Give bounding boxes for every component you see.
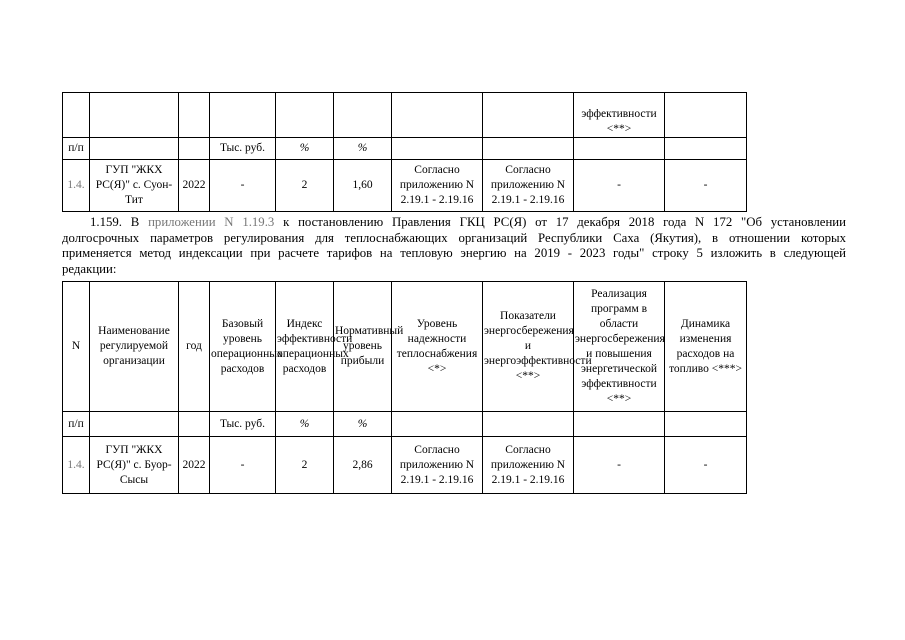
bottom-table-data-row — [63, 437, 747, 494]
header-dynamics: Динамика изменения расходов на топливо <***> — [665, 282, 747, 412]
row-org: ГУП "ЖКХ РС(Я)" с. Буор-Сысы — [90, 437, 179, 494]
top-row-base: - — [210, 160, 276, 212]
row-reliability: Согласно приложению N 2.19.1 - 2.19.16 — [392, 437, 483, 494]
paragraph-line-3: применяется метод индексации при расчете тарифов на тепловую энергию на 2019 - 2023 годы" строку 5 изложить в следующей — [62, 246, 846, 260]
row-programs: - — [574, 437, 665, 494]
top-table-units-row — [63, 138, 747, 160]
row-index: 2 — [276, 437, 334, 494]
top-table-data-row — [63, 160, 747, 212]
top-header-programs-tail: эффективности <**> — [574, 93, 665, 138]
header-year: год — [179, 282, 210, 412]
header-num: N — [63, 282, 90, 412]
top-row-num: 1.4. — [63, 160, 90, 212]
top-row-year: 2022 — [179, 160, 210, 212]
row-year: 2022 — [179, 437, 210, 494]
amendment-paragraph — [62, 215, 846, 277]
top-row-org: ГУП "ЖКХ РС(Я)" с. Суон-Тит — [90, 160, 179, 212]
top-row-reliability: Согласно приложению N 2.19.1 - 2.19.16 — [392, 160, 483, 212]
top-table — [62, 92, 747, 212]
row-profit: 2,86 — [334, 437, 392, 494]
header-index: Индекс эффективности операционных расходов — [276, 282, 334, 412]
units-num: п/п — [63, 412, 90, 437]
header-programs: Реализация программ в области энергосбережения и повышения энергетической эффективности <**> — [574, 282, 665, 412]
bottom-table-units-row — [63, 412, 747, 437]
top-units-index: % — [276, 138, 334, 160]
top-row-programs: - — [574, 160, 665, 212]
header-energy: Показатели энергосбережения и энергоэффективности <**> — [483, 282, 574, 412]
units-profit: % — [334, 412, 392, 437]
top-row-profit: 1,60 — [334, 160, 392, 212]
row-dynamics: - — [665, 437, 747, 494]
header-org: Наименование регулируемой организации — [90, 282, 179, 412]
paragraph-line-1: 1.159. В приложении N 1.19.3 к постановлению Правления ГКЦ РС(Я) от 17 декабря 2018 года N 172 "Об установлении — [90, 215, 846, 229]
top-units-base: Тыс. руб. — [210, 138, 276, 160]
top-row-energy: Согласно приложению N 2.19.1 - 2.19.16 — [483, 160, 574, 212]
header-reliability: Уровень надежности теплоснабжения <*> — [392, 282, 483, 412]
appendix-link[interactable]: приложении N 1.19.3 — [148, 215, 275, 229]
header-profit: Нормативный уровень прибыли — [334, 282, 392, 412]
top-table-header-row — [63, 93, 747, 138]
bottom-table-header-row — [63, 282, 747, 412]
paragraph-line-2: долгосрочных параметров регулирования для теплоснабжающих организаций Республики Саха (Якутия), в отношении которых — [62, 230, 846, 245]
units-index: % — [276, 412, 334, 437]
paragraph-line-4: редакции: — [62, 261, 117, 276]
top-row-index: 2 — [276, 160, 334, 212]
header-base: Базовый уровень операционных расходов — [210, 282, 276, 412]
bottom-table — [62, 281, 747, 494]
row-energy: Согласно приложению N 2.19.1 - 2.19.16 — [483, 437, 574, 494]
top-row-dynamics: - — [665, 160, 747, 212]
units-base: Тыс. руб. — [210, 412, 276, 437]
top-units-profit: % — [334, 138, 392, 160]
top-units-num: п/п — [63, 138, 90, 160]
row-num: 1.4. — [63, 437, 90, 494]
row-base: - — [210, 437, 276, 494]
